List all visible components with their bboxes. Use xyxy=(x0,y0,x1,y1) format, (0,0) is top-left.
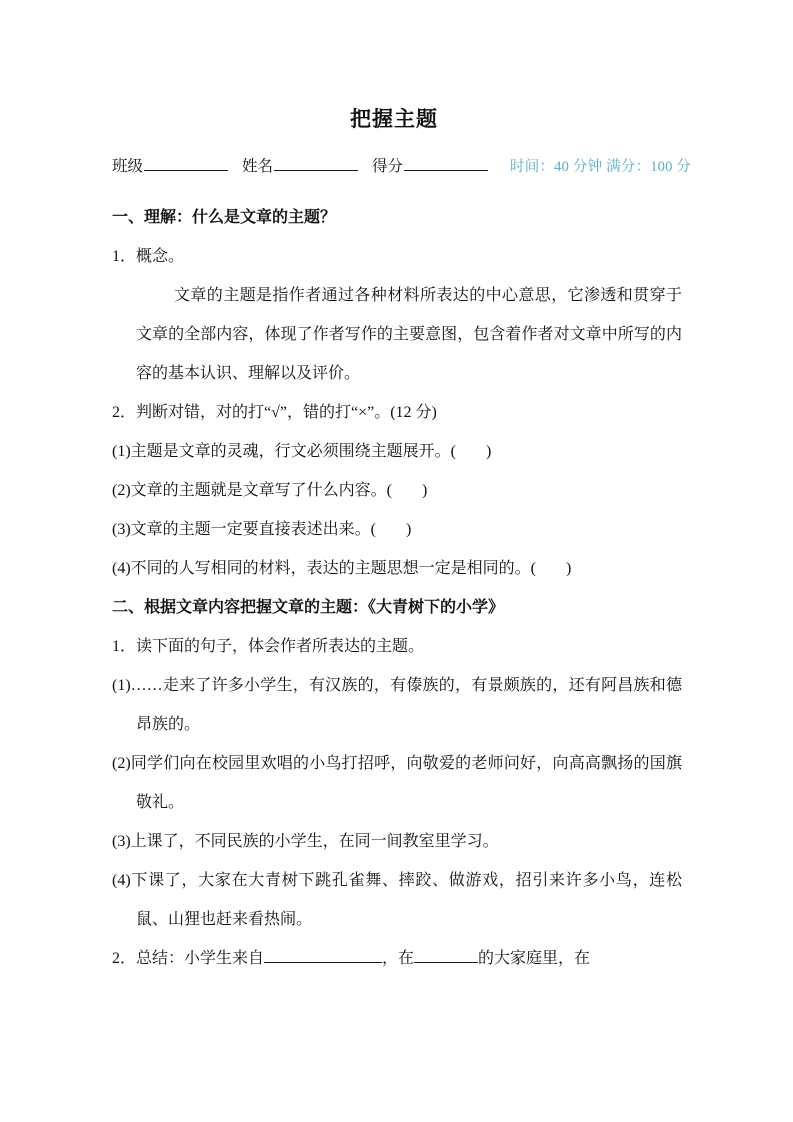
student-info-row xyxy=(112,152,692,182)
summary-prefix-text: 2．总结：小学生来自 xyxy=(112,950,265,967)
exam-meta-text: 时间：40 分钟 满分：100 分 xyxy=(510,159,692,175)
true-false-item-text: (4)不同的人写相同的材料，表达的主题思想一定是相同的。( xyxy=(112,560,536,577)
paren-close: ) xyxy=(566,560,572,577)
true-false-item xyxy=(112,510,682,549)
name-blank[interactable] xyxy=(274,156,358,171)
class-label: 班级 xyxy=(112,158,144,175)
sentence-item: (1)……走来了许多小学生，有汉族的，有傣族的，有景颇族的，还有阿昌族和德昂族的。 xyxy=(112,677,682,733)
summary-blank-family[interactable] xyxy=(414,947,478,963)
class-field xyxy=(112,152,228,182)
paren-close: ) xyxy=(422,482,428,499)
score-label: 得分 xyxy=(372,158,404,175)
summary-blank-origin[interactable] xyxy=(264,947,382,963)
name-label: 姓名 xyxy=(242,158,274,175)
true-false-item xyxy=(112,432,682,471)
sentence-item: (2)同学们向在校园里欢唱的小鸟打招呼，向敬爱的老师问好，向高高飘扬的国旗敬礼。 xyxy=(112,755,682,811)
section-heading-2: 二、根据文章内容把握文章的主题：《大青树下的小学》 xyxy=(112,599,505,616)
sentence-item: (4)下课了，大家在大青树下跳孔雀舞、摔跤、做游戏，招引来许多小鸟，连松鼠、山狸也赶来看热闹。 xyxy=(112,872,682,928)
name-field xyxy=(242,152,358,182)
section1-question1-number: 1．概念。 xyxy=(112,248,185,265)
true-false-item-text: (1)主题是文章的灵魂，行文必须围绕主题展开。( xyxy=(112,443,456,460)
true-false-item xyxy=(112,471,682,510)
paren-close: ) xyxy=(486,443,492,460)
summary-suffix-text: 的大家庭里，在 xyxy=(478,950,591,967)
class-blank[interactable] xyxy=(144,156,228,171)
section2-summary-line xyxy=(112,939,682,978)
summary-mid-text: ，在 xyxy=(382,950,415,967)
score-field xyxy=(372,152,488,182)
section-heading-1: 一、理解：什么是文章的主题？ xyxy=(112,209,337,226)
content-column xyxy=(112,104,692,978)
section1-concept-paragraph: 文章的主题是指作者通过各种材料所表达的中心意思，它渗透和贯穿于文章的全部内容，体现了作者写作的主要意图，包含着作者对文章中所写的内容的基本认识、理解以及评价。 xyxy=(136,287,682,382)
true-false-item xyxy=(112,549,682,588)
page-title: 把握主题 xyxy=(350,107,438,131)
true-false-item-text: (3)文章的主题一定要直接表述出来。( xyxy=(112,521,376,538)
true-false-item-text: (2)文章的主题就是文章写了什么内容。( xyxy=(112,482,392,499)
section2-question1-number: 1．读下面的句子，体会作者所表达的主题。 xyxy=(112,638,425,655)
section1-question2-number: 2．判断对错，对的打“√”，错的打“×”。(12 分) xyxy=(112,404,437,421)
sentence-item: (3)上课了，不同民族的小学生，在同一间教室里学习。 xyxy=(112,833,499,850)
score-blank[interactable] xyxy=(404,156,488,171)
paren-close: ) xyxy=(406,521,412,538)
